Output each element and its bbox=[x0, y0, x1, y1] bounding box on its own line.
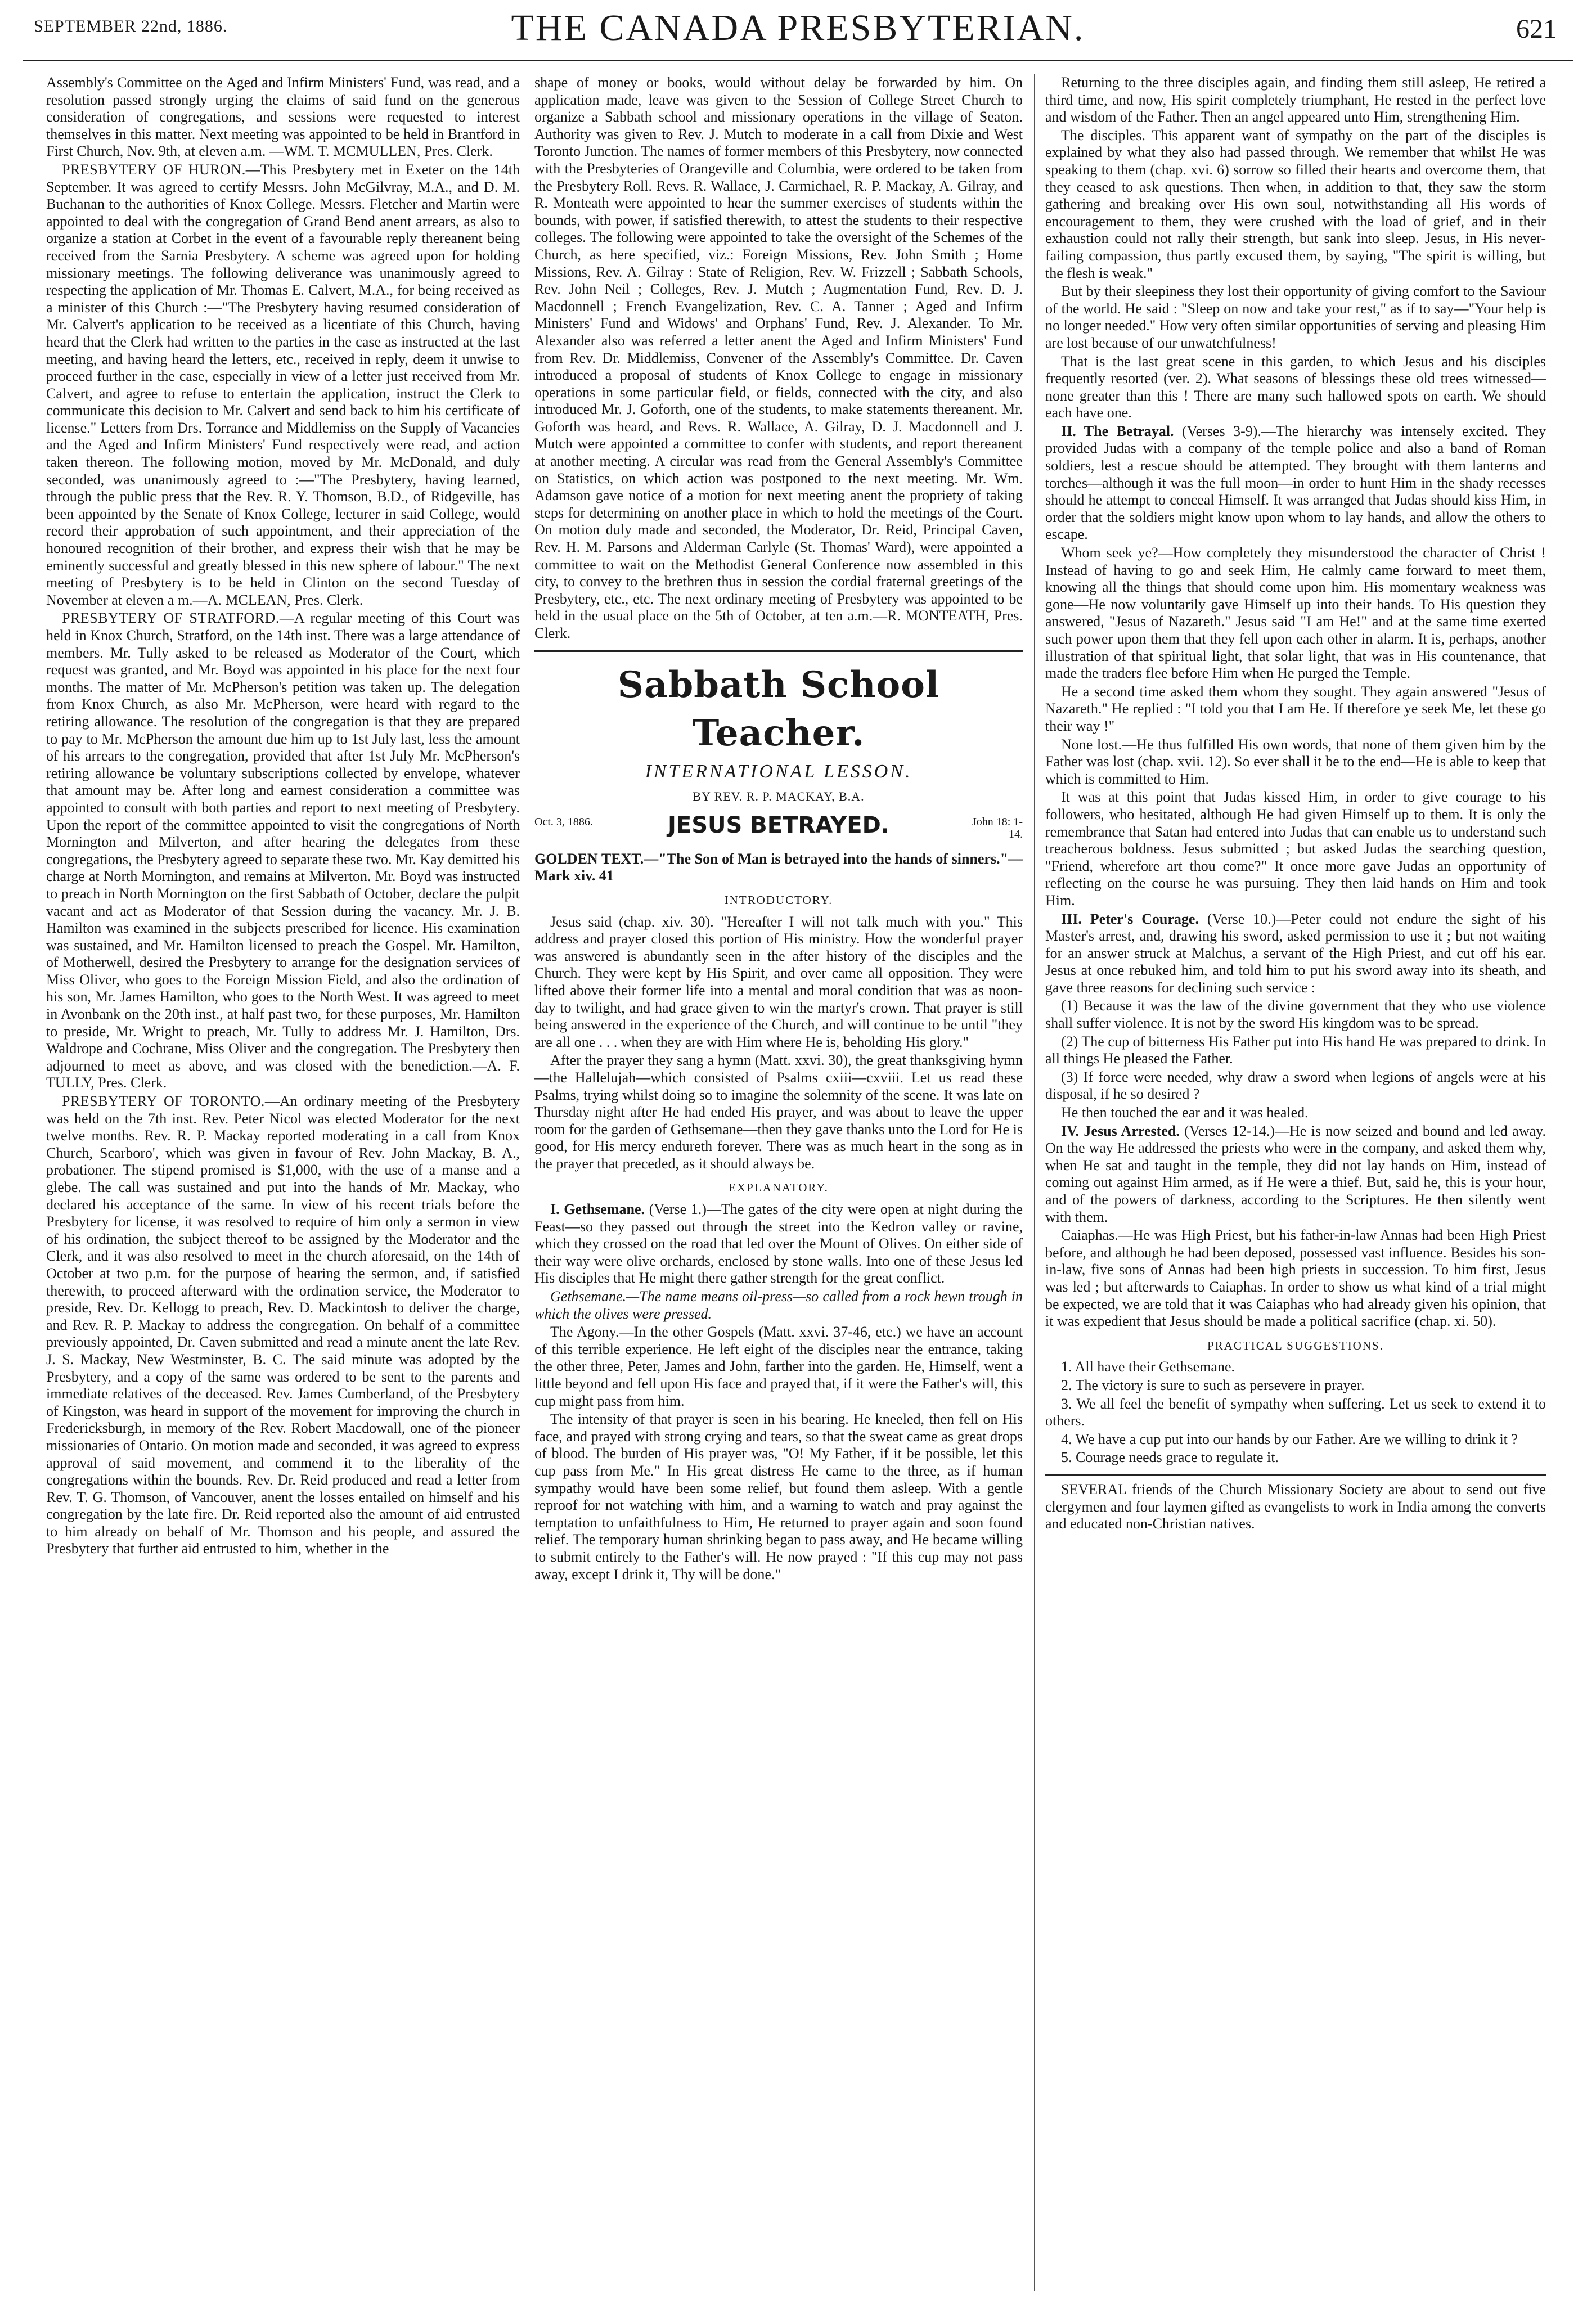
paragraph: The Agony.—In the other Gospels (Matt. xxvi. 37-46, etc.) we have an account of this terrible experience. He left eight of the disciples near the entrance, taking the other three, Peter, James and John, farther into the garden. He, Himself, went a little beyond and fell upon His face and prayed that, if it were the Father's will, this cup might pass from him. bbox=[534, 1324, 1023, 1409]
column-right bbox=[1045, 74, 1546, 2291]
paragraph: Assembly's Committee on the Aged and Infirm Ministers' Fund, was read, and a resolution passed strongly urging the claims of said fund on the generous consideration of congregations, and sessions were requested to interest themselves in this matter. Next meeting was appointed to be held in Brantford in First Church, Nov. 9th, at eleven a.m. —WM. T. MCMULLEN, Pres. Clerk. bbox=[46, 74, 520, 160]
paragraph: That is the last great scene in this garden, to which Jesus and his disciples frequently resorted (ver. 2). What seasons of blessings these old trees witnessed—none greater than this ! There are many such hallowed spots on earth. We should each have one. bbox=[1045, 353, 1546, 421]
arrested-section bbox=[1045, 1123, 1546, 1226]
masthead-title: THE CANADA PRESBYTERIAN. bbox=[511, 7, 1085, 48]
column-divider bbox=[1034, 74, 1035, 2291]
section-heading: INTRODUCTORY. bbox=[724, 893, 833, 907]
paragraph: But by their sleepiness they lost their opportunity of giving comfort to the Saviour of the world. He said : "Sleep on now and take your rest," as if to say—"Your help is no longer needed." How very often similar opportunities of serving and pleasing Him are lost because of our unwatchfulness! bbox=[1045, 283, 1546, 351]
reason-item: (1) Because it was the law of the divine government that they who use violence shall suffer violence. It is not by the sword His kingdom was to be spread. bbox=[1045, 997, 1546, 1032]
section-heading: PRACTICAL SUGGESTIONS. bbox=[1207, 1338, 1384, 1352]
paragraph: shape of money or books, would without delay be forwarded by him. On application made, leave was given to the Session of College Street Church to organize a Sabbath school and missionary operations in the village of Seaton. Authority was given to Rev. J. Mutch to moderate in a call from Dixie and West Toronto Junction. The names of former members of this Presbytery, now connected with the Presbyteries of Orangeville and Columbia, were ordered to be taken from the Presbytery Roll. Revs. R. Wallace, J. Carmichael, R. P. Mackay, A. Gilray, and R. Monteath were appointed to hear the summer exercises of students within the bounds, with power, if satisfied therewith, to attest the students to their respective colleges. The following were appointed to take the oversight of the Schemes of the Church, as here specified, viz.: Foreign Missions, Rev. John Smith ; Home Missions, Rev. A. Gilray : State of Religion, Rev. W. Frizzell ; Sabbath Schools, Rev. John Neil ; Colleges, Rev. J. Mutch ; Augmentation Fund, Rev. D. J. Macdonnell ; French Evangelization, Rev. C. A. Tanner ; Aged and Infirm Ministers' Fund and Widows' and Orphans' Fund, Rev. J. Alexander. To Mr. Alexander also was referred a letter anent the Aged and Infirm Ministers' Fund from Rev. Dr. Middlemiss, Convener of the Assembly's Committee. Dr. Caven introduced a proposal of students of Knox College to engage in missionary operations in some particular field, or fields, connected with the city, and also introduced Mr. J. Goforth, one of the students, to make statements thereanent. Mr. Goforth was heard, and Revs. R. Wallace, A. Gilray, D. J. Macdonnell and J. Mutch were appointed a committee to confer with students, and report thereanent at another meeting. A circular was read from the General Assembly's Committee on Statistics, on which action was postponed to the next meeting. Mr. Wm. Adamson gave notice of a motion for next meeting anent the propriety of taking steps for determining on another place in which to hold the meetings of the Court. On motion duly made and seconded, the Moderator, Dr. Reid, Principal Caven, Rev. H. M. Parsons and Alderman Carlyle (St. Thomas' Ward), were appointed a committee to wait on the Methodist General Conference now assembled in this city, to convey to the brethren thus in session the cordial fraternal greetings of the Presbytery, etc., etc. The next ordinary meeting of Presbytery was appointed to be held in the usual place on the 5th of October, at ten a.m.—R. MONTEATH, Pres. Clerk. bbox=[534, 74, 1023, 641]
department-subtitle: INTERNATIONAL LESSON. bbox=[645, 761, 912, 782]
column-left bbox=[46, 74, 520, 2291]
lesson-reference: John 18: 1-14. bbox=[972, 815, 1023, 840]
paragraph: He a second time asked them whom they sought. They again answered "Jesus of Nazareth." He replied : "I told you that I am He. If therefore ye seek Me, let these go their way !" bbox=[1045, 683, 1546, 734]
page-header bbox=[0, 0, 1596, 62]
report-stratford bbox=[46, 610, 520, 1092]
suggestion-item: 1. All have their Gethsemane. bbox=[1061, 1359, 1235, 1375]
suggestion-item: 3. We all feel the benefit of sympathy when suffering. Let us seek to extend it to others. bbox=[1045, 1395, 1546, 1429]
paragraph: The disciples. This apparent want of sympathy on the part of the disciples is explained by what they also had passed through. We remember that whilst He was speaking to them (chap. xvi. 6) sorrow so filled their hearts and overcome them, that they ceased to ask questions. Then when, in addition to that, they saw the storm gathering and breaking over His own soul, notwithstanding all His words of encouragement to them, they were crushed with the load of grief, and in their exhaustion could not rally their strength, but sank into sleep. Jesus, in His never-failing compassion, thus partly excused them, by saying, "The spirit is willing, but the flesh is weak." bbox=[1045, 127, 1546, 281]
subsection-body: (Verses 12-14.)—He is now seized and bound and led away. On the way He addressed the priests who were in the company, and asked them why, when He sat and taught in the temple, they did not lay hands on Him, instead of coming out against Him armed, as if He were a thief. But, said he, this is your hour, and of the powers of darkness, according to the Scriptures. He then silently went with them. bbox=[1045, 1122, 1546, 1225]
betrayal-section bbox=[1045, 423, 1546, 543]
subsection-body: (Verse 1.)—The gates of the city were open at night during the Feast—so they passed out through the street into the Kedron valley or ravine, which they crossed on the road that led over the Mount of Olives. On either side of their way were olive orchards, enclosed by stone walls. Into one of these Jesus led His disciples that He might there gather strength for the great conflict. bbox=[534, 1201, 1023, 1287]
lesson-title: JESUS BETRAYED. bbox=[668, 812, 889, 838]
paragraph: Whom seek ye?—How completely they misunderstood the character of Christ ! Instead of having to go and seek Him, He calmly came forward to meet them, knowing all the things that should come upon him. His momentary weakness was gone—He now voluntarily gave Himself up into their hands. To His question they answered, "Jesus of Nazareth." Jesus said "I am He!" and at the same time exerted such power upon them that they fell upon each other in alarm. It is, perhaps, another illustration of that spiritual light, that solar light, that was in His countenance, that made the traders flee before Him when He purged the Temple. bbox=[1045, 545, 1546, 682]
sabbath-school-section bbox=[534, 650, 1023, 1584]
subsection-heading: II. The Betrayal. bbox=[1061, 422, 1174, 439]
paragraph: Caiaphas.—He was High Priest, but his father-in-law Annas had been High Priest before, and although he had been deposed, possessed vast influence. Besides his son-in-law, five sons of Annas had been high priests in succession. To him first, Jesus was led ; but afterwards to Caiaphas. In order to show us what kind of a trial might be expected, we are told that it was Caiaphas who had already given his opinion, that it was expedient that Jesus should be made a political sacrifice (chap. xi. 50). bbox=[1045, 1227, 1546, 1330]
reason-item: (2) The cup of bitterness His Father put into His hand He was prepared to drink. In all things He pleased the Father. bbox=[1045, 1033, 1546, 1067]
paragraph: It was at this point that Judas kissed Him, in order to give courage to his followers, who hesitated, although He had given Himself up to them. It is only the remembrance that Satan had entered into Judas that can enable us to understand such treacherous boldness. Jesus submitted ; but asked Judas the searching question, "Friend, wherefore art thou come?" It once more gave Judas an opportunity of reflecting on the course he was pursuing. They then laid hands on Him and took Him. bbox=[1045, 789, 1546, 909]
subsection-heading: I. Gethsemane. bbox=[550, 1201, 645, 1218]
report-huron bbox=[46, 161, 520, 609]
department-title: Sabbath School Teacher. bbox=[617, 663, 940, 754]
suggestion-item: 2. The victory is sure to such as persevere in prayer. bbox=[1061, 1377, 1365, 1393]
peter-section bbox=[1045, 911, 1546, 997]
section-rule bbox=[1045, 1474, 1546, 1476]
report-heading: PRESBYTERY OF STRATFORD. bbox=[62, 610, 280, 627]
paragraph: After the prayer they sang a hymn (Matt. xxvi. 30), the great thanksgiving hymn—the Hallelujah—which consisted of Psalms cxiii—cxviii. Let us read these Psalms, trying whilst doing so to imagine the solemnity of the scene. It was late on Thursday night after He had ended His prayer, and was about to leave the upper room for the garden of Gethsemane—then they gave thanks unto the Lord for He is good, for His mercy endureth forever. There was as much heart in the song as in the prayer that preceded, as it should always be. bbox=[534, 1052, 1023, 1172]
column-middle bbox=[534, 74, 1023, 2291]
paragraph: None lost.—He thus fulfilled His own words, that none of them given him by the Father was lost (chap. xvii. 12). So ever shall it be to the end—He is able to keep that which is committed to Him. bbox=[1045, 736, 1546, 787]
paragraph: He then touched the ear and it was healed. bbox=[1061, 1104, 1309, 1121]
paragraph: Returning to the three disciples again, and finding them still asleep, He retired a third time, and now, His spirit completely triumphant, He rested in the perfect love and wisdom of the Father. Then an angel appeared unto Him, strengthening Him. bbox=[1045, 74, 1546, 125]
reason-item: (3) If force were needed, why draw a sword when legions of angels were at his disposal, if he so desired ? bbox=[1045, 1068, 1546, 1103]
issue-date: SEPTEMBER 22nd, 1886. bbox=[34, 17, 228, 35]
golden-text: GOLDEN TEXT.—"The Son of Man is betrayed into the hands of sinners."—Mark xiv. 41 bbox=[534, 850, 1023, 884]
section-heading: EXPLANATORY. bbox=[729, 1181, 829, 1195]
subsection-heading: III. Peter's Courage. bbox=[1061, 910, 1199, 927]
report-toronto bbox=[46, 1093, 520, 1558]
lesson-date: Oct. 3, 1886. bbox=[534, 815, 593, 828]
report-heading: PRESBYTERY OF HURON. bbox=[62, 161, 246, 178]
suggestion-item: 5. Courage needs grace to regulate it. bbox=[1061, 1449, 1279, 1466]
subsection-body: (Verses 3-9).—The hierarchy was intensely excited. They provided Judas with a company of the temple police and also a band of Roman soldiers, lest a rescue should be attempted. They brought with them lanterns and torches—although it was the full moon—in order to hunt Him in the shady recesses should he attempt to conceal Himself. It was arranged that Judas should kiss Him, in order that the soldiers might know upon whom to lay hands, and allow the others to escape. bbox=[1045, 422, 1546, 543]
lesson-heading bbox=[534, 812, 1023, 847]
subsection-heading: IV. Jesus Arrested. bbox=[1061, 1122, 1180, 1139]
news-note: SEVERAL friends of the Church Missionary Society are about to send out five clergymen and four laymen gifted as evangelists to work in India among the converts and educated non-Christian natives. bbox=[1045, 1481, 1546, 1532]
paragraph: The intensity of that prayer is seen in his bearing. He kneeled, then fell on His face, and prayed with strong crying and tears, so that the sweat came as great drops of blood. The burden of His prayer was, "O! My Father, if it be possible, let this cup pass from Me." In His great distress He came to the three, as if human sympathy would have been some relief, but found them asleep. With a gentle reproof for not watching with him, and a warning to watch and pray against the temptation to unfaithfulness to Him, He returned to prayer again and soon found relief. The temporary human shrinking began to pass away, and He became willing to submit entirely to the Father's will. He now prayed : "If this cup may not pass away, except I drink it, Thy will be done." bbox=[534, 1411, 1023, 1582]
gethsemane-section bbox=[534, 1201, 1023, 1287]
report-body: —This Presbytery met in Exeter on the 14th September. It was agreed to certify Messrs. John McGilvray, M.A., and D. M. Buchanan to the authorities of Knox College. Messrs. Fletcher and Martin were appointed to deal with the congregation of Grand Bend anent arrears, as also to organize a station at Corbet in the event of a favourable reply thereanent being received from the Sarnia Presbytery. A scheme was agreed upon for holding missionary meetings. The following deliverance was unanimously agreed to respecting the application of Mr. Thomas E. Calvert, M.A., for being received as a minister of this Church :—"The Presbytery having resumed consideration of Mr. Calvert's application to be received as a licentiate of this Church, having heard that the Clerk had written to the parties in the case as instructed at the last meeting, and having heard the letters, etc., received in reply, deem it unwise to proceed further in the case, especially in view of a letter just received from Mr. Calvert, and agree to refuse to entertain the application, instruct the Clerk to communicate this decision to Mr. Calvert and send back to him his certificate of license." Letters from Drs. Torrance and Middlemiss on the Supply of Vacancies and the Aged and Infirm Ministers' Fund respectively were read, and action taken thereon. The following motion, moved by Mr. McDonald, and duly seconded, was unanimously agreed to :—"The Presbytery, having learned, through the public press that the Rev. R. Y. Thomson, B.D., of Ridgeville, has been appointed by the Senate of Knox College, lecturer in said College, would record their approbation of such appointment, and their appreciation of the honoured recognition of their brother, and express their wish that he may be eminently successful and greatly blessed in this new sphere of labour." The next meeting of Presbytery is to be held in Clinton on the second Tuesday of November at eleven a m.—A. MCLEAN, Pres. Clerk. bbox=[46, 161, 520, 608]
header-rule bbox=[23, 59, 1573, 61]
page-number: 621 bbox=[1516, 14, 1557, 44]
subsection-body: (Verse 10.)—Peter could not endure the sight of his Master's arrest, and, drawing his sword, asked permission to use it ; but not waiting for an answer struck at Malchus, a servant of the High Priest, and cut off his ear. Jesus at once rebuked him, and told him to put his sword away into its sheath, and gave three reasons for declining such service : bbox=[1045, 910, 1546, 996]
report-body: —A regular meeting of this Court was held in Knox Church, Stratford, on the 14th inst. There was a large attendance of members. Mr. Tully asked to be released as Moderator of the Court, which request was granted, and Mr. Boyd was appointed in his place for the next four months. The matter of Mr. McPherson's petition was taken up. The delegation from Knox Church, as also Mr. McPherson, were heard with regard to the retiring allowance. The resolution of the congregation is that they are prepared to pay to Mr. McPherson the amount due him up to 1st July last, less the amount of his arrears to the congregation, provided that after 1st July Mr. McPherson's retiring allowance be voluntary subscriptions collected by envelope, whatever that amount may be. After long and earnest consideration a committee was appointed to consult with both parties and report to next meeting of Presbytery. Upon the report of the committee appointed to visit the congregations of North Mornington and Milverton, and after hearing the delegates from these congregations, the Presbytery agreed to separate these two. Mr. Kay demitted his charge at North Mornington, and remains at Milverton. Mr. Boyd was instructed to preach in North Mornington on the first Sabbath of October, declare the pulpit vacant and act as Moderator of that Session during the vacancy. Mr. J. B. Hamilton was examined in the subjects prescribed for licence. His examination was sustained, and Mr. Hamilton licensed to preach the Gospel. Mr. Hamilton, of Motherwell, desired the Presbytery to arrange for the designation services of Miss Oliver, who goes to the Foreign Mission Field, and also the ordination of his son, Mr. James Hamilton, who goes to the North West. It was agreed to meet in Avonbank on the 20th inst., at half past two, for these purposes, Mr. Hamilton to preside, Mr. Wright to preach, Mr. Tully to address Mr. J. Hamilton, Drs. Waldrope and Cochrane, Miss Oliver and the congregation. The Presbytery then adjourned to meet as above, and was closed with the benediction.—A. F. TULLY, Pres. Clerk. bbox=[46, 610, 520, 1091]
paragraph: Gethsemane.—The name means oil-press—so called from a rock hewn trough in which the olives were pressed. bbox=[534, 1288, 1023, 1322]
suggestion-item: 4. We have a cup put into our hands by our Father. Are we willing to drink it ? bbox=[1061, 1431, 1518, 1447]
report-heading: PRESBYTERY OF TORONTO. bbox=[62, 1093, 265, 1110]
byline: BY REV. R. P. MACKAY, B.A. bbox=[693, 789, 865, 804]
paragraph: Jesus said (chap. xiv. 30). "Hereafter I will not talk much with you." This address and prayer closed this portion of His ministry. How the wonderful prayer was answered is abundantly seen in the after history of the disciples and the Church. They were kept by His Spirit, and over came all opposition. They were lifted above their former life into a mental and moral condition that was as noon-day to twilight, and had grace given to win the martyr's crown. That prayer is still being answered in the experience of the Church, and will continue to be until "they are all one . . . when they are with Him where He is, beholding His glory." bbox=[534, 913, 1023, 1050]
report-body: —An ordinary meeting of the Presbytery was held on the 7th inst. Rev. Peter Nicol was elected Moderator for the next twelve months. Rev. R. P. Mackay reported moderating in a call from Knox Church, Scarboro', which was given in favour of Rev. John Mackay, B. A., probationer. The stipend promised is $1,000, with the use of a manse and a glebe. The call was sustained and put into the hands of Mr. Mackay, who declared his acceptance of the same. In view of his recent trials before the Presbytery for license, it was resolved to require of him only a sermon in view of his ordination, the subject thereof to be assigned by the Moderator and the Clerk, and it was also resolved to meet in the church aforesaid, on the 14th of October at two p.m. for the purpose of hearing the sermon, and, if satisfied therewith, to proceed afterward with the ordination service, the Moderator to preside, Rev. Dr. Kellogg to preach, Rev. D. Mackintosh to deliver the charge, and Rev. R. P. Mackay to address the congregation. On behalf of a committee previously appointed, Dr. Caven submitted and read a minute anent the late Rev. J. S. Mackay, New Westminster, B. C. The said minute was adopted by the Presbytery, and a copy of the same was ordered to be sent to the parents and immediate relatives of the deceased. Rev. James Cumberland, of the Presbytery of Kingston, was heard in support of the movement for improving the church in Fredericksburgh, in memory of the Rev. Robert Macdowall, one of the pioneer missionaries of Ontario. On motion made and seconded, it was agreed to express approval of said movement, and commend it to the liberality of the congregations within the bounds. Rev. Dr. Reid produced and read a letter from Rev. T. G. Thomson, of Vancouver, anent the losses entailed on himself and his congregation by the late fire. Dr. Reid reported also the amount of aid entrusted to him already on behalf of Mr. Thomson and his people, and assured the Presbytery that further aid entrusted to him, whether in the bbox=[46, 1093, 520, 1557]
